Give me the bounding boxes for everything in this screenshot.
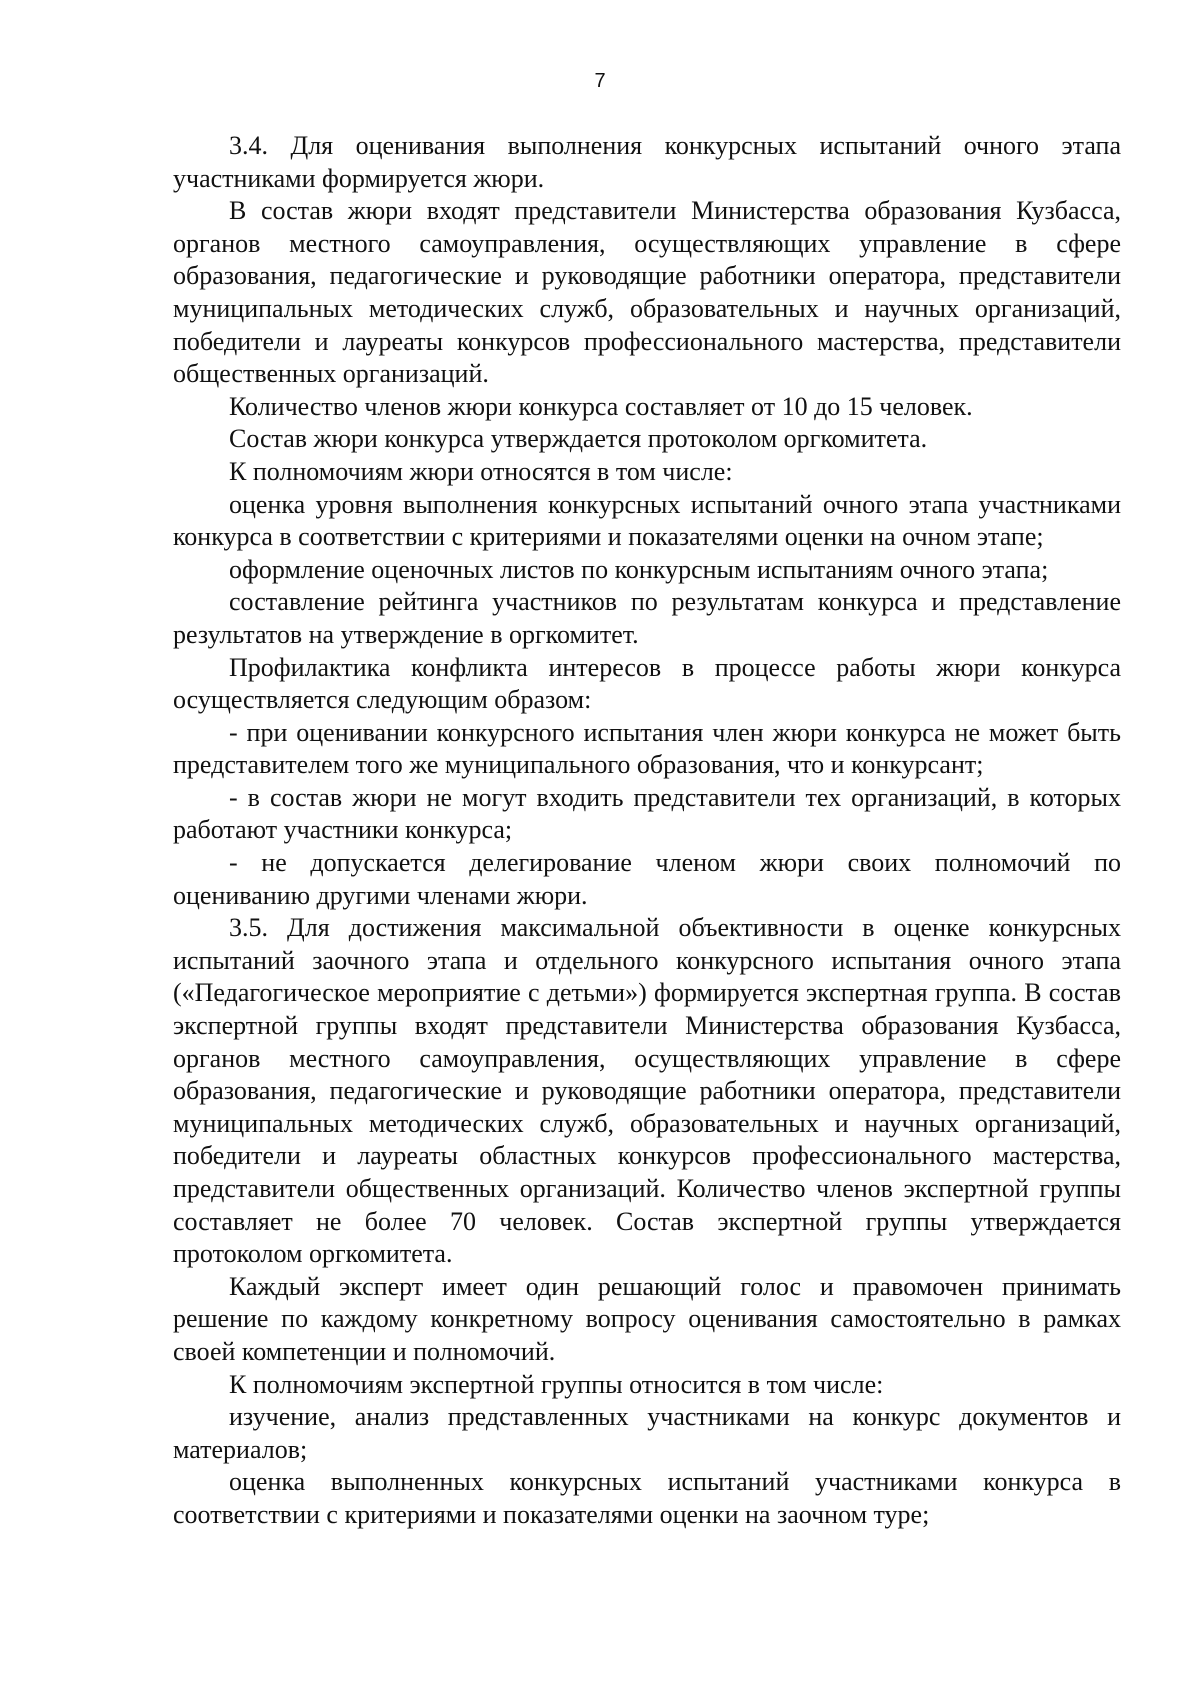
- paragraph-expert-power-study: изучение, анализ представленных участниками на конкурс документов и материалов;: [173, 1402, 1121, 1464]
- paragraph-expert-power-evaluation: оценка выполненных конкурсных испытаний участниками конкурса в соответствии с критериями и показателями оценки на заочном туре;: [173, 1467, 1121, 1529]
- list-item-conflict-3: - не допускается делегирование членом жюри своих полномочий по оцениванию другими членами жюри.: [173, 848, 1121, 910]
- page-number: 7: [594, 70, 606, 92]
- paragraph-conflict-prevention: Профилактика конфликта интересов в процессе работы жюри конкурса осуществляется следующим образом:: [173, 652, 1121, 715]
- paragraph-jury-approval: Состав жюри конкурса утверждается протоколом оргкомитета.: [229, 424, 928, 454]
- paragraph-expert-powers: К полномочиям экспертной группы относится в том числе:: [229, 1369, 884, 1399]
- paragraph-3-4: 3.4. Для оценивания выполнения конкурсных испытаний очного этапа участниками формируется жюри.: [173, 131, 1121, 193]
- paragraph-jury-power-sheets: оформление оценочных листов по конкурсным испытаниям очного этапа;: [229, 554, 1049, 584]
- paragraph-jury-powers: К полномочиям жюри относятся в том числе:: [229, 456, 733, 486]
- paragraph-jury-power-evaluation: оценка уровня выполнения конкурсных испытаний очного этапа участниками конкурса в соответствии с критериями и показателями оценки на очном этапе;: [173, 489, 1121, 552]
- paragraph-expert-vote: Каждый эксперт имеет один решающий голос и правомочен принимать решение по каждому конкретному вопросу оценивания самостоятельно в рамках своей компетенции и полномочий.: [173, 1271, 1121, 1366]
- paragraph-jury-size: Количество членов жюри конкурса составляет от 10 до 15 человек.: [229, 391, 973, 421]
- paragraph-jury-power-rating: составление рейтинга участников по результатам конкурса и представление результатов на утверждение в оргкомитет.: [173, 587, 1121, 649]
- paragraph-jury-composition: В состав жюри входят представители Министерства образования Кузбасса, органов местного самоуправления, осуществляющих управление в сфере образования, педагогические и руководящие работники оператора, представители муниципальных методических служб, образовательных и научных организаций, победители и лауреаты конкурсов профессионального мастерства, представители общественных организаций.: [173, 196, 1121, 389]
- list-item-conflict-1: - при оценивании конкурсного испытания член жюри конкурса не может быть представителем того же муниципального образования, что и конкурсант;: [173, 717, 1121, 780]
- paragraph-3-5: 3.5. Для достижения максимальной объективности в оценке конкурсных испытаний заочного этапа и отдельного конкурсного испытания очного этапа («Педагогическое мероприятие с детьми») формируется экспертная группа. В состав экспертной группы входят представители Министерства образования Кузбасса, органов местного самоуправления, осуществляющих управление в сфере образования, педагогические и руководящие работники оператора, представители муниципальных методических служб, образовательных и научных организаций, победители и лауреаты областных конкурсов профессионального мастерства, представители общественных организаций. Количество членов экспертной группы составляет не более 70 человек. Состав экспертной группы утверждается протоколом оргкомитета.: [173, 913, 1121, 1269]
- list-item-conflict-2: - в состав жюри не могут входить представители тех организаций, в которых работают участники конкурса;: [173, 782, 1121, 845]
- document-body: [173, 130, 1121, 1532]
